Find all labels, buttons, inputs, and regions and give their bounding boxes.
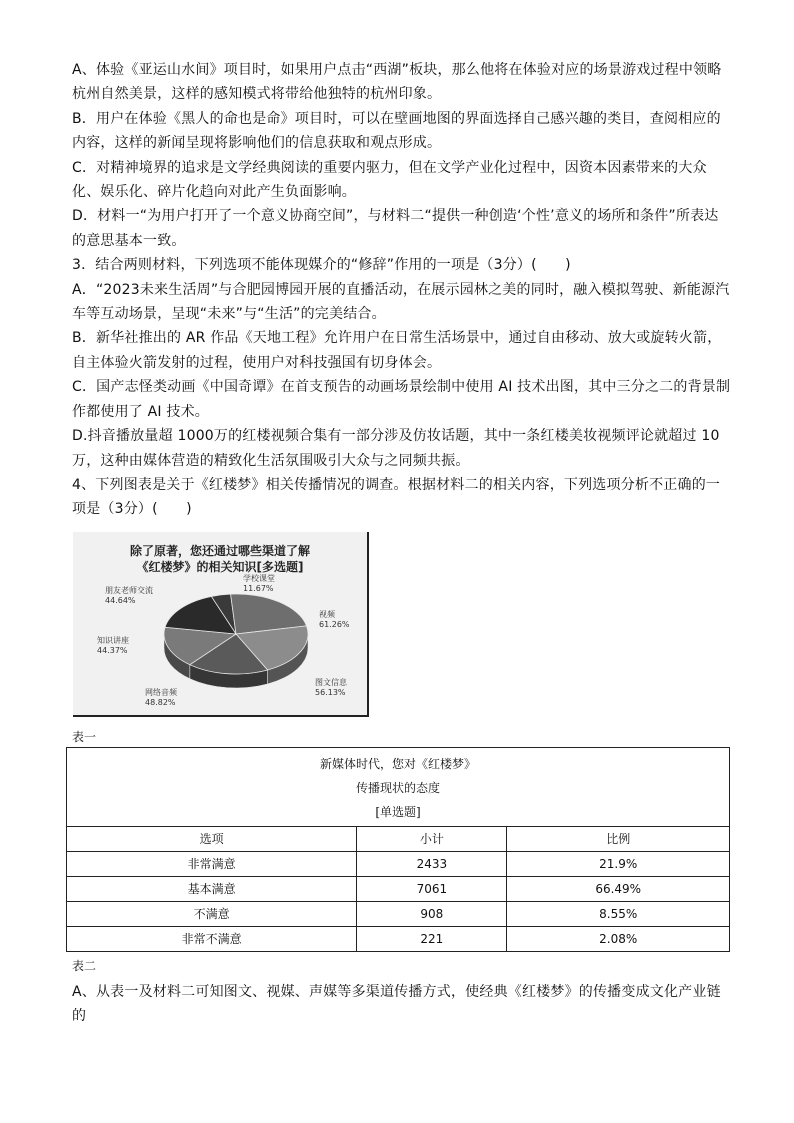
table-row <box>67 901 730 926</box>
label-lecture-value: 44.37% <box>97 645 128 655</box>
label-audio <box>145 688 177 708</box>
table-header: 比例 <box>507 826 730 851</box>
option-a-paragraph: A、体验《亚运山水间》项目时，如果用户点击“西湖”板块，那么他将在体验对应的场景游戏过程中领略杭州自然美景，这样的感知模式将带给他独特的杭州印象。 <box>72 62 722 103</box>
label-audio-name: 网络音频 <box>145 687 177 697</box>
option-c-paragraph: C．对精神境界的追求是文学经典阅读的重要内驱力，但在文学产业化过程中，因资本因素带来的大众化、娱乐化、碎片化趋向对此产生负面影响。 <box>72 159 707 201</box>
table-cell-count: 2433 <box>357 851 507 876</box>
label-graphic-value: 56.13% <box>315 687 346 697</box>
survey-table <box>66 747 730 952</box>
table-cell-option: 非常不满意 <box>67 926 357 951</box>
label-video-value: 61.26% <box>319 619 350 629</box>
table-title-line3: [单选题] <box>375 804 421 819</box>
option-d-paragraph: D．材料一“为用户打开了一个意义协商空间”，与材料二“提供一种创造‘个性’意义的场所和条件”所表达的意思基本一致。 <box>72 208 719 249</box>
q3-option-d: D.抖音播放量超 1000万的红楼视频合集有一部分涉及仿妆话题，其中一条红楼美妆视频评论就超过 10万，这种由媒体营造的精致化生活氛围吸引大众与之同频共振。 <box>72 428 720 469</box>
table-cell-option: 不满意 <box>67 901 357 926</box>
table-header: 小计 <box>357 826 507 851</box>
q4-option-a: A、从表一及材料二可知图文、视媒、声媒等多渠道传播方式，使经典《红楼梦》的传播变成文化产业链的 <box>72 983 721 1025</box>
q3-option-b: B．新华社推出的 AR 作品《天地工程》允许用户在日常生活场景中，通过自由移动、放大或旋转火箭，自主体验火箭发射的过程，使用户对科技强国有切身体会。 <box>72 330 722 371</box>
question-3-stem: 3．结合两则材料，下列选项不能体现媒介的“修辞”作用的一项是（3分）( ) <box>72 257 571 274</box>
table-row <box>67 876 730 901</box>
label-graphic <box>315 678 347 698</box>
table-title-line2: 传播现状的态度 <box>355 780 440 795</box>
document-page <box>72 58 732 1029</box>
table-row <box>67 926 730 951</box>
table-cell-option: 非常满意 <box>67 851 357 876</box>
label-lecture-name: 知识讲座 <box>97 635 129 645</box>
table-title-cell <box>67 747 730 826</box>
option-b-paragraph: B．用户在体验《黑人的命也是命》项目时，可以在壁画地图的界面选择自己感兴趣的类目，查阅相应的内容，这样的新闻呈现将影响他们的信息获取和观点形成。 <box>72 110 721 152</box>
label-school-name: 学校课堂 <box>243 573 275 583</box>
label-school-value: 11.67% <box>243 583 274 593</box>
table-cell-ratio: 66.49% <box>507 876 730 901</box>
label-video-name: 视频 <box>319 609 335 619</box>
label-audio-value: 48.82% <box>145 697 176 707</box>
label-video <box>319 610 350 630</box>
table-cell-ratio: 21.9% <box>507 851 730 876</box>
label-friends-value: 44.64% <box>105 595 136 605</box>
label-lecture <box>97 636 129 656</box>
q3-option-a: A．“2023未来生活周”与合肥园博园开展的直播活动，在展示园林之美的同时，融入模拟驾驶、新能源汽车等互动场景，呈现“未来”与“生活”的完美结合。 <box>72 281 730 323</box>
q3-option-c: C．国产志怪类动画《中国奇谭》在首支预告的动画场景绘制中使用 AI 技术出图，其中三分之二的背景制作都使用了 AI 技术。 <box>72 379 731 420</box>
table-cell-count: 7061 <box>357 876 507 901</box>
label-school <box>243 574 275 594</box>
table-cell-ratio: 8.55% <box>507 901 730 926</box>
chart-title-line1: 除了原著，您还通过哪些渠道了解 <box>129 543 310 558</box>
question-4-stem: 4、下列图表是关于《红楼梦》相关传播情况的调查。根据材料二的相关内容，下列选项分析不正确的一项是（3分）( ) <box>72 476 721 518</box>
label-graphic-name: 图文信息 <box>315 677 347 687</box>
pie-chart-figure <box>73 532 369 717</box>
table-cell-option: 基本满意 <box>67 876 357 901</box>
table-caption-1: 表一 <box>72 729 97 744</box>
label-friends-name: 朋友老师交流 <box>105 585 153 595</box>
table-cell-count: 908 <box>357 901 507 926</box>
label-friends <box>105 586 153 606</box>
table-header: 选项 <box>67 826 357 851</box>
table-row <box>67 851 730 876</box>
table-cell-count: 221 <box>357 926 507 951</box>
table-header-row <box>67 826 730 851</box>
table-caption-2: 表二 <box>72 958 97 973</box>
table-cell-ratio: 2.08% <box>507 926 730 951</box>
table-title-line1: 新媒体时代，您对《红楼梦》 <box>319 756 476 771</box>
chart-title-line2: 《红楼梦》的相关知识[多选题] <box>136 559 304 574</box>
